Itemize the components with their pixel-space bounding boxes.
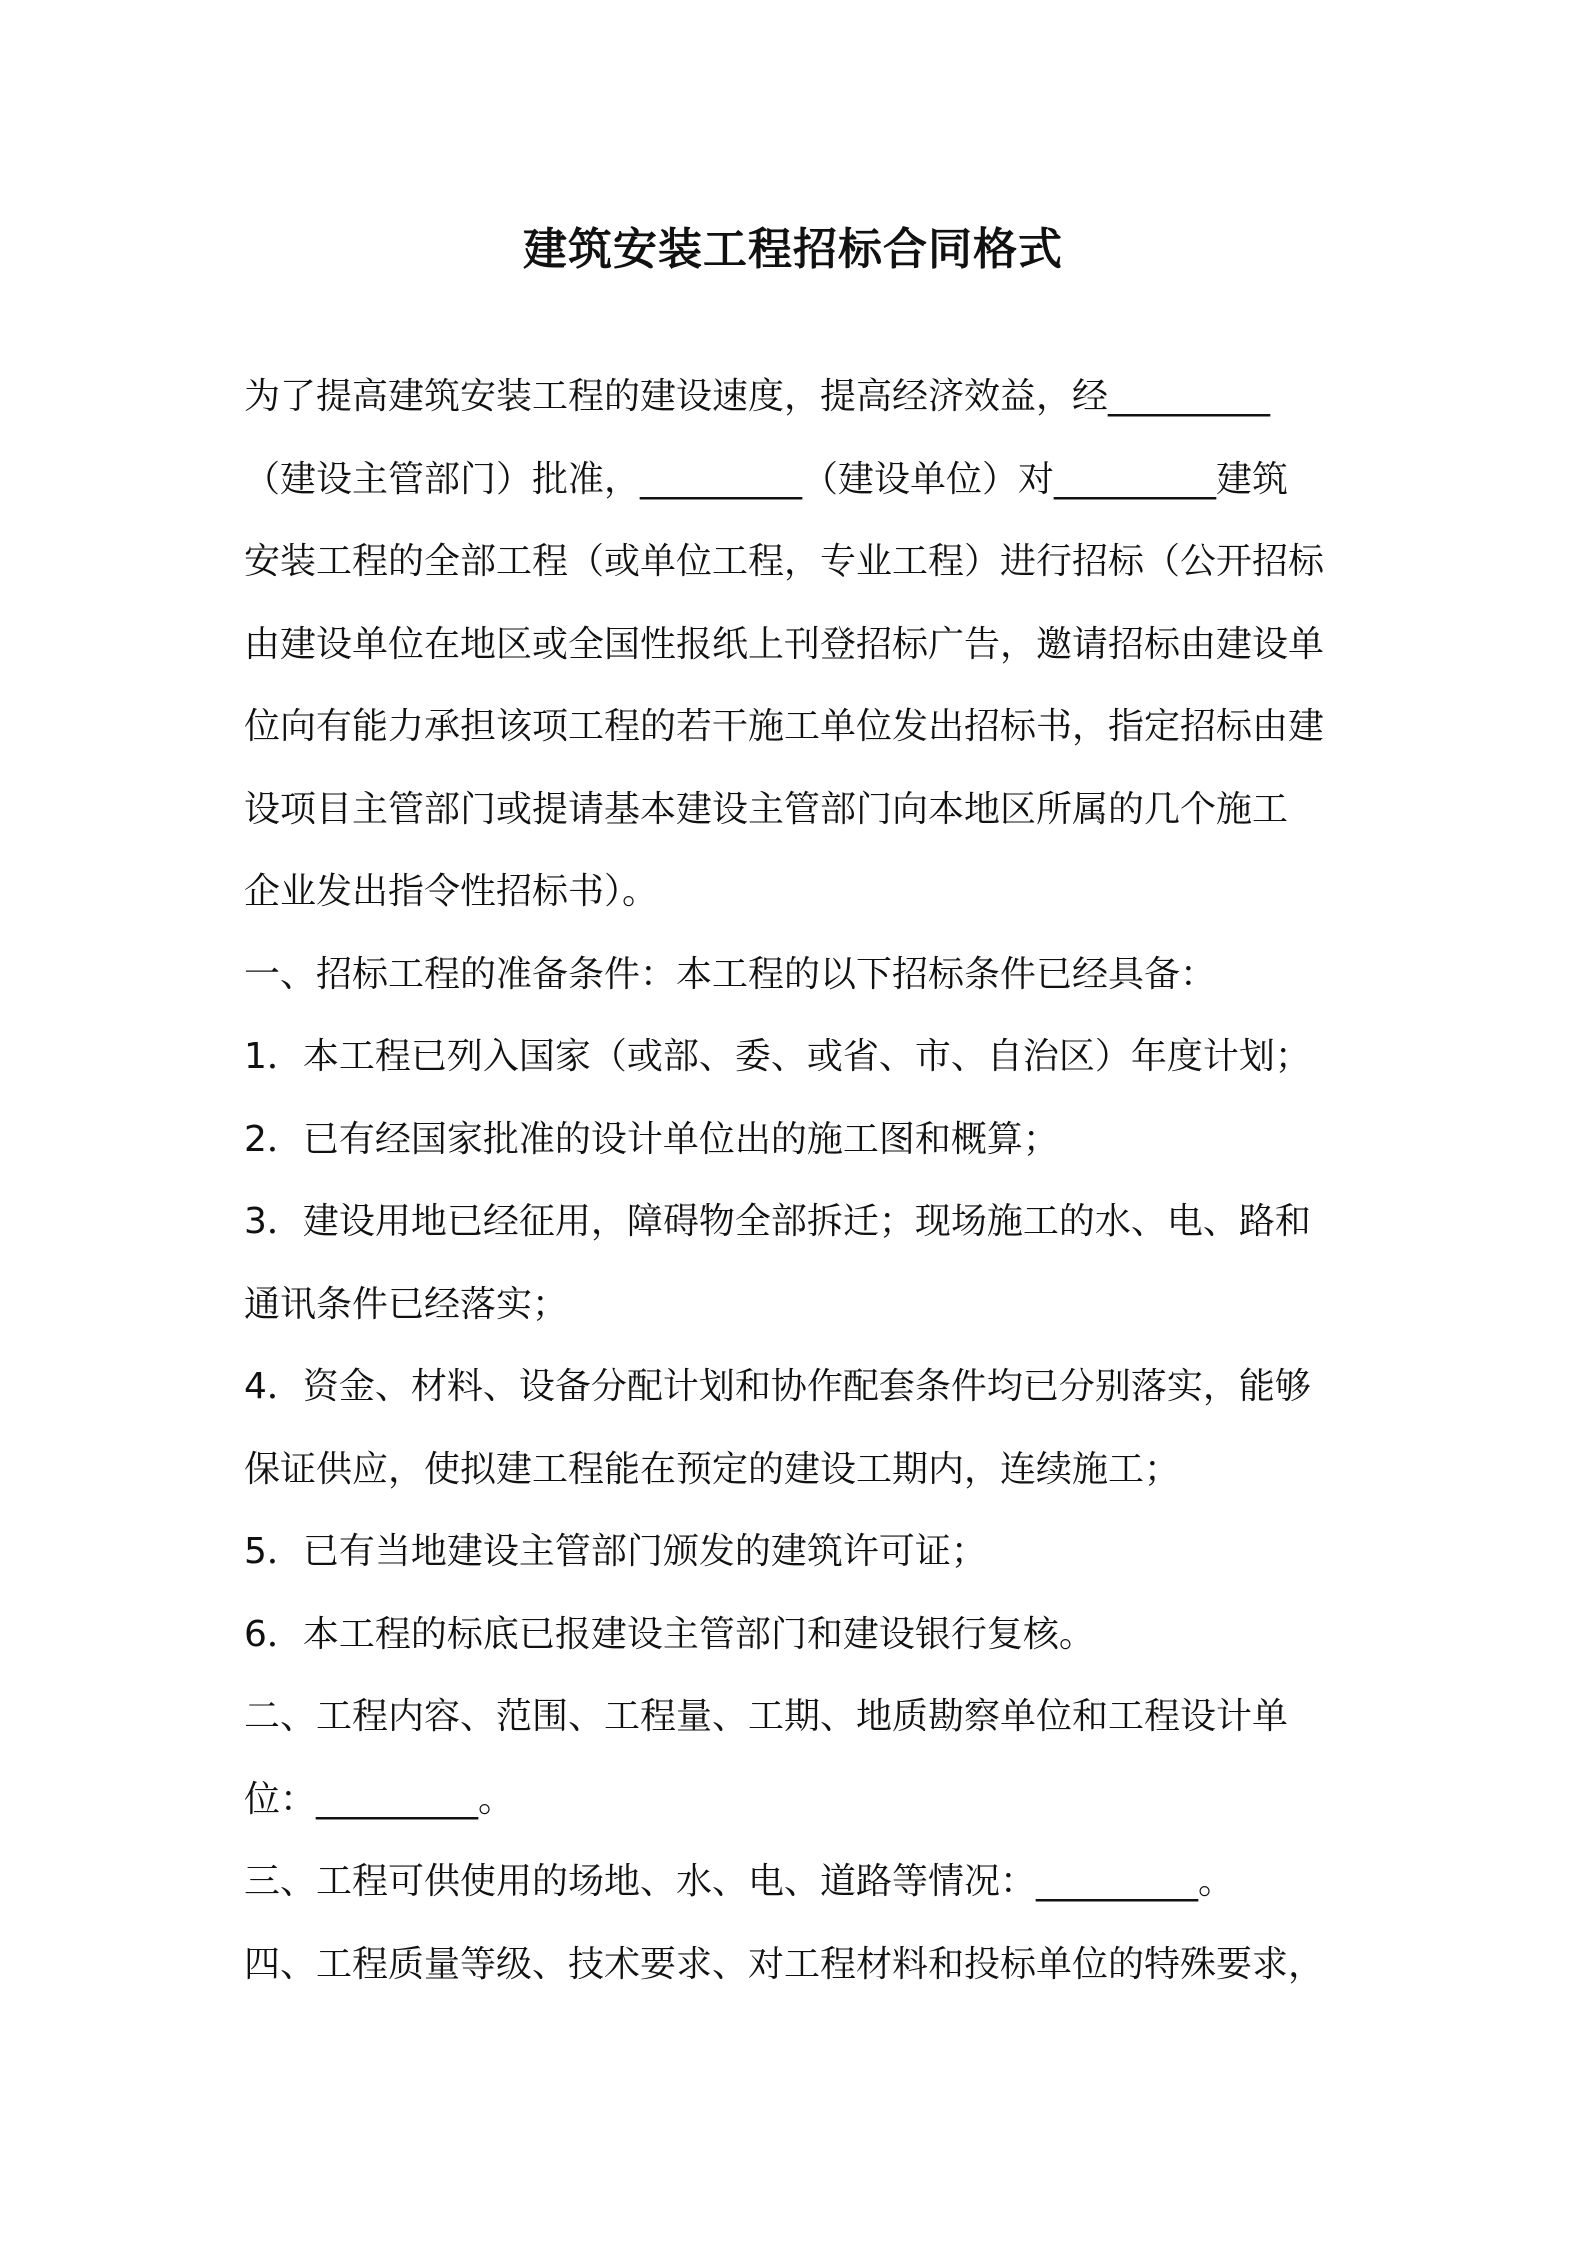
document-body <box>244 356 1364 2006</box>
list-item-5: 5．已有当地建设主管部门颁发的建筑许可证； <box>244 1531 987 1572</box>
section-heading-1: 一、招标工程的准备条件：本工程的以下招标条件已经具备： <box>244 953 1217 995</box>
body-line: （建设主管部门）批准，_________（建设单位）对_________建筑 <box>244 458 1289 500</box>
section-heading-2: 二、工程内容、范围、工程量、工期、地质勘察单位和工程设计单 <box>244 1696 1289 1737</box>
body-line: 为了提高建筑安装工程的建设速度，提高经济效益，经_________ <box>244 376 1271 417</box>
body-line: 由建设单位在地区或全国性报纸上刊登招标广告，邀请招标由建设单 <box>244 623 1325 665</box>
body-line: 设项目主管部门或提请基本建设主管部门向本地区所属的几个施工 <box>244 788 1289 830</box>
list-item-3-continued: 通讯条件已经落实； <box>244 1283 569 1325</box>
list-item-2: 2．已有经国家批准的设计单位出的施工图和概算； <box>244 1118 1059 1160</box>
document-title: 建筑安装工程招标合同格式 <box>523 224 1063 275</box>
body-line: 安装工程的全部工程（或单位工程，专业工程）进行招标（公开招标 <box>244 541 1325 582</box>
section-heading-4: 四、工程质量等级、技术要求、对工程材料和投标单位的特殊要求， <box>244 1943 1325 1985</box>
list-item-4: 4．资金、材料、设备分配计划和协作配套条件均已分别落实，能够 <box>244 1366 1311 1407</box>
list-item-3: 3．建设用地已经征用，障碍物全部拆迁；现场施工的水、电、路和 <box>244 1201 1311 1242</box>
list-item-6: 6．本工程的标底已报建设主管部门和建设银行复核。 <box>244 1613 1095 1655</box>
list-item-4-continued: 保证供应，使拟建工程能在预定的建设工期内，连续施工； <box>244 1448 1181 1490</box>
body-line: 企业发出指令性招标书）。 <box>244 871 659 912</box>
list-item-1: 1．本工程已列入国家（或部、委、或省、市、自治区）年度计划； <box>244 1036 1311 1077</box>
section-heading-2-continued: 位：_________。 <box>244 1778 515 1820</box>
section-heading-3: 三、工程可供使用的场地、水、电、道路等情况：_________。 <box>244 1861 1235 1902</box>
body-line: 位向有能力承担该项工程的若干施工单位发出招标书，指定招标由建 <box>244 706 1325 747</box>
